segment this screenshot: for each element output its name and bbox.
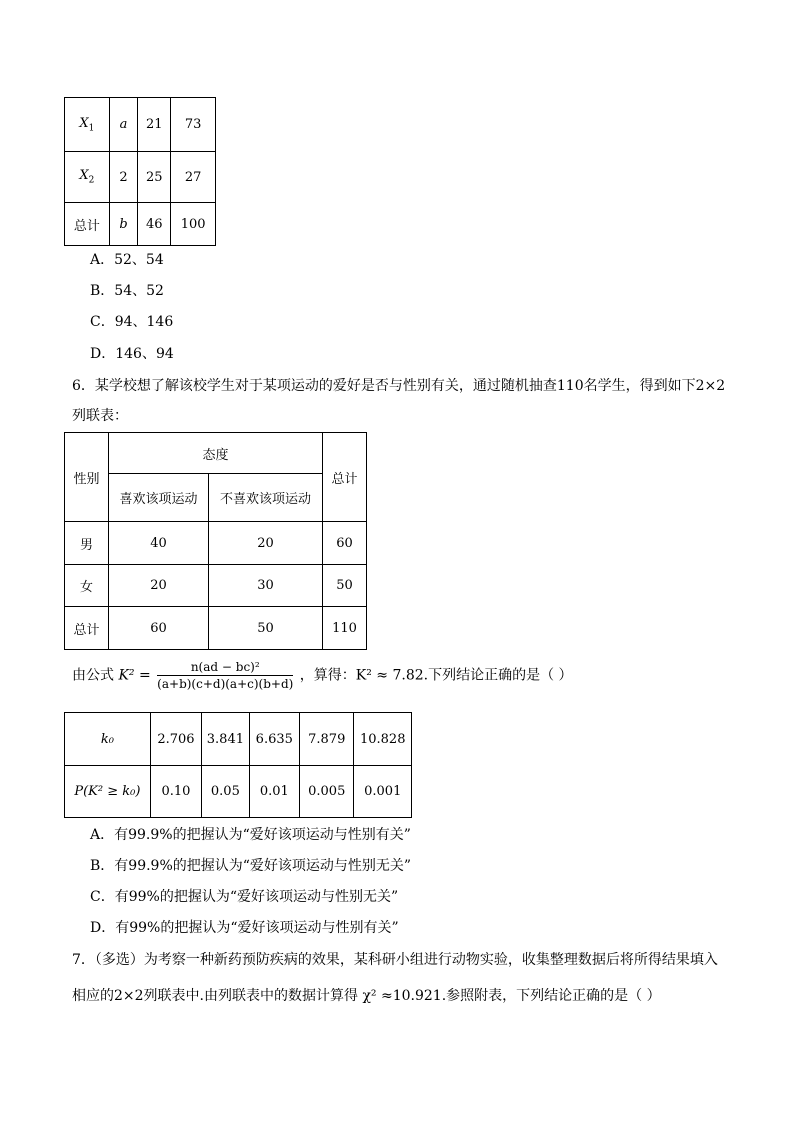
table-cell: 0.10 <box>150 766 201 818</box>
contingency-table-1 <box>64 97 216 246</box>
table-cell: 60 <box>323 522 367 565</box>
table-header: P(K² ≥ k₀) <box>65 766 151 818</box>
option-b: B．54、52 <box>90 283 164 299</box>
table-cell: $X_1$ <box>65 98 110 152</box>
option-d: D．有99%的把握认为“爱好该项运动与性别有关” <box>90 920 399 936</box>
option-c: C．94、146 <box>90 314 174 330</box>
option-a: A．52、54 <box>90 252 164 268</box>
table-cell: 40 <box>109 522 209 565</box>
table-cell: 2 <box>109 152 138 203</box>
formula-prefix: 由公式 <box>72 667 114 684</box>
question-7-line-1: 7．（多选）为考察一种新药预防疾病的效果，某科研小组进行动物实验，收集整理数据后将所得结果填入 <box>72 952 718 968</box>
option-c: C．有99%的把握认为“爱好该项运动与性别无关” <box>90 889 399 905</box>
formula-denominator: (a+b)(c+d)(a+c)(b+d) <box>157 677 294 691</box>
formula-fraction <box>157 660 293 691</box>
question-7-line-2: 相应的2×2列联表中.由列联表中的数据计算得 χ² ≈10.921.参照附表，下列结论正确的是（ ） <box>72 988 661 1004</box>
table-cell: 25 <box>138 152 171 203</box>
option-a: A．有99.9%的把握认为“爱好该项运动与性别有关” <box>90 827 411 843</box>
table-cell: 50 <box>323 565 367 607</box>
table-cell: 21 <box>138 98 171 152</box>
table-header: 态度 <box>109 433 323 474</box>
table-header: 喜欢该项运动 <box>109 474 209 522</box>
table-cell: 7.879 <box>300 713 354 766</box>
table-cell: 0.005 <box>300 766 354 818</box>
table-header: 不喜欢该项运动 <box>209 474 323 522</box>
table-cell: 0.001 <box>354 766 412 818</box>
table-header: 性别 <box>65 433 109 522</box>
table-cell: b <box>109 203 138 246</box>
question-6-line-2: 列联表： <box>72 408 128 424</box>
table-cell: 46 <box>138 203 171 246</box>
table-cell: a <box>109 98 138 152</box>
table-cell: 2.706 <box>150 713 201 766</box>
table-cell: 30 <box>209 565 323 607</box>
question-6-line-1: 6．某学校想了解该校学生对于某项运动的爱好是否与性别有关，通过随机抽查110名学生，得到如下2×2 <box>72 378 726 394</box>
table-cell: 女 <box>65 565 109 607</box>
table-cell: 50 <box>209 607 323 650</box>
table-cell: 总计 <box>65 607 109 650</box>
table-cell: $X_2$ <box>65 152 110 203</box>
table-cell: 60 <box>109 607 209 650</box>
critical-value-table <box>64 712 412 818</box>
table-cell: 20 <box>109 565 209 607</box>
table-cell: 110 <box>323 607 367 650</box>
table-cell: 6.635 <box>249 713 299 766</box>
table-header: 总计 <box>323 433 367 522</box>
table-header: k₀ <box>65 713 151 766</box>
contingency-table-2 <box>64 432 367 650</box>
table-cell: 0.01 <box>249 766 299 818</box>
table-cell: 3.841 <box>202 713 249 766</box>
table-cell: 73 <box>171 98 216 152</box>
table-cell: 男 <box>65 522 109 565</box>
option-b: B．有99.9%的把握认为“爱好该项运动与性别无关” <box>90 858 412 874</box>
formula-numerator: n(ad − bc)² <box>157 660 293 676</box>
table-cell: 20 <box>209 522 323 565</box>
option-d: D．146、94 <box>90 346 174 362</box>
table-cell: 总计 <box>65 203 110 246</box>
formula-line <box>72 660 573 691</box>
formula-lhs: K² = <box>118 667 151 684</box>
formula-suffix: ，算得：K² ≈ 7.82.下列结论正确的是（ ） <box>299 667 573 684</box>
table-cell: 100 <box>171 203 216 246</box>
table-cell: 0.05 <box>202 766 249 818</box>
table-cell: 27 <box>171 152 216 203</box>
table-cell: 10.828 <box>354 713 412 766</box>
